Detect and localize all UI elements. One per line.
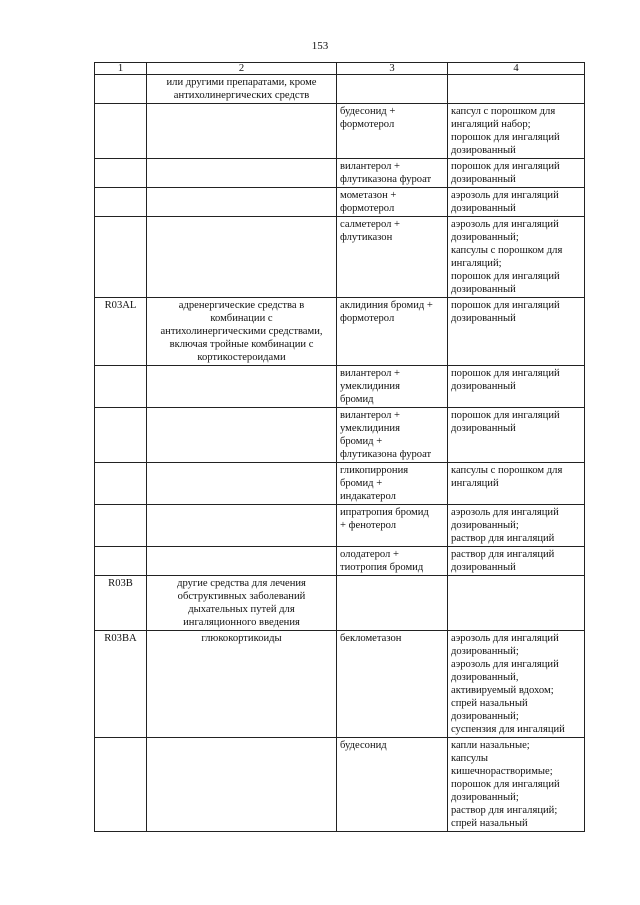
group-name-cell xyxy=(147,505,337,547)
drug-name-cell xyxy=(337,217,448,298)
cell-text-line: капсулы с порошком для xyxy=(451,465,563,476)
cell-text-line: аэрозоль для ингаляций xyxy=(451,190,559,201)
drug-table xyxy=(94,62,585,832)
dosage-form-cell xyxy=(448,408,585,463)
cell-text-line: аэрозоль для ингаляций xyxy=(451,507,559,518)
cell-text-line: ингаляций xyxy=(451,478,499,489)
cell-text-line: антихолинергических средств xyxy=(173,90,310,101)
table-row xyxy=(95,104,585,159)
cell-text-line: капсулы с порошком для xyxy=(451,245,563,256)
cell-text-line: аэрозоль для ингаляций xyxy=(451,219,559,230)
cell-text-line: будесонид + xyxy=(340,106,396,117)
cell-text-line: дозированный xyxy=(451,381,516,392)
cell-text-line: гликопиррония xyxy=(340,465,409,476)
cell-text-line: капли назальные; xyxy=(451,740,530,751)
cell-text-line: флутиказон xyxy=(340,232,393,243)
atc-code-cell xyxy=(95,159,147,188)
table-body xyxy=(95,75,585,832)
drug-name-cell xyxy=(337,547,448,576)
cell-text-line: спрей назальный xyxy=(451,698,528,709)
cell-text-line: комбинации с xyxy=(210,313,273,324)
group-name-cell xyxy=(147,298,337,366)
cell-text-line: дозированный xyxy=(451,562,516,573)
group-name-cell xyxy=(147,188,337,217)
cell-text-line: порошок для ингаляций xyxy=(451,300,560,311)
group-name-cell xyxy=(147,547,337,576)
cell-text-line: дозированный xyxy=(451,203,516,214)
cell-text-line: дозированный; xyxy=(451,520,519,531)
cell-text-line: флутиказона фуроат xyxy=(340,174,432,185)
cell-text-line: аэрозоль для ингаляций xyxy=(451,659,559,670)
cell-text-line: тиотропия бромид xyxy=(340,562,424,573)
cell-text-line: обструктивных заболеваний xyxy=(177,591,306,602)
cell-text-line: дыхательных путей для xyxy=(188,604,295,615)
cell-text-line: включая тройные комбинации с xyxy=(169,339,314,350)
cell-text-line: дозированный; xyxy=(451,646,519,657)
page-number: 153 xyxy=(311,40,329,52)
drug-name-cell xyxy=(337,366,448,408)
dosage-form-cell xyxy=(448,576,585,631)
cell-text-line: кишечнорастворимые; xyxy=(451,766,553,777)
cell-text-line: аклидиния бромид + xyxy=(340,300,433,311)
atc-code-cell xyxy=(95,505,147,547)
dosage-form-cell xyxy=(448,463,585,505)
cell-text-line: спрей назальный xyxy=(451,818,528,829)
cell-text-line: активируемый вдохом; xyxy=(451,685,554,696)
cell-text-line: адренергические средства в xyxy=(178,300,305,311)
cell-text-line: порошок для ингаляций xyxy=(451,779,560,790)
cell-text-line: ингаляций; xyxy=(451,258,502,269)
table-row xyxy=(95,75,585,104)
table-row xyxy=(95,631,585,738)
atc-code-cell xyxy=(95,217,147,298)
table-row xyxy=(95,159,585,188)
cell-text-line: раствор для ингаляций xyxy=(451,533,555,544)
dosage-form-cell xyxy=(448,547,585,576)
atc-code-cell: R03BA xyxy=(95,631,147,738)
cell-text-line: дозированный; xyxy=(451,711,519,722)
cell-text-line: умеклидиния xyxy=(340,423,400,434)
cell-text-line: дозированный xyxy=(451,284,516,295)
cell-text-line: ипратропия бромид xyxy=(340,507,429,518)
cell-text-line: дозированный; xyxy=(451,792,519,803)
table-row xyxy=(95,576,585,631)
group-name-cell xyxy=(147,75,337,104)
cell-text-line: формотерол xyxy=(340,203,395,214)
cell-text-line: аэрозоль для ингаляций xyxy=(451,633,559,644)
dosage-form-cell xyxy=(448,505,585,547)
atc-code-cell xyxy=(95,463,147,505)
cell-text-line: ингаляционного введения xyxy=(183,617,300,628)
group-name-cell xyxy=(147,631,337,738)
drug-name-cell xyxy=(337,75,448,104)
cell-text-line: кортикостероидами xyxy=(197,352,286,363)
cell-text-line: олодатерол + xyxy=(340,549,399,560)
atc-code-cell xyxy=(95,366,147,408)
table-row xyxy=(95,188,585,217)
cell-text-line: беклометазон xyxy=(340,633,402,644)
cell-text-line: капсул с порошком для xyxy=(451,106,556,117)
group-name-cell xyxy=(147,366,337,408)
dosage-form-cell xyxy=(448,188,585,217)
cell-text-line: дозированный xyxy=(451,313,516,324)
cell-text-line: порошок для ингаляций xyxy=(451,161,560,172)
drug-name-cell xyxy=(337,159,448,188)
cell-text-line: вилантерол + xyxy=(340,410,401,421)
dosage-form-cell xyxy=(448,298,585,366)
table-row xyxy=(95,298,585,366)
table-row xyxy=(95,408,585,463)
cell-text-line: дозированный; xyxy=(451,232,519,243)
cell-text-line: индакатерол xyxy=(340,491,396,502)
cell-text-line: дозированный xyxy=(451,423,516,434)
group-name-cell xyxy=(147,463,337,505)
cell-text-line: или другими препаратами, кроме xyxy=(166,77,317,88)
cell-text-line: глюкокортикоиды xyxy=(201,633,282,644)
dosage-form-cell xyxy=(448,75,585,104)
cell-text-line: раствор для ингаляций xyxy=(451,549,555,560)
cell-text-line: ингаляций набор; xyxy=(451,119,531,130)
atc-code-cell xyxy=(95,547,147,576)
column-header-4: 4 xyxy=(448,63,585,75)
column-header-3: 3 xyxy=(337,63,448,75)
cell-text-line: формотерол xyxy=(340,119,395,130)
table-row xyxy=(95,738,585,832)
table-row xyxy=(95,463,585,505)
cell-text-line: бромид + xyxy=(340,436,383,447)
cell-text-line: порошок для ингаляций xyxy=(451,271,560,282)
drug-name-cell xyxy=(337,188,448,217)
cell-text-line: формотерол xyxy=(340,313,395,324)
drug-name-cell xyxy=(337,631,448,738)
drug-name-cell xyxy=(337,505,448,547)
table-row xyxy=(95,505,585,547)
group-name-cell xyxy=(147,217,337,298)
atc-code-cell xyxy=(95,104,147,159)
atc-code-cell: R03B xyxy=(95,576,147,631)
cell-text-line: салметерол + xyxy=(340,219,401,230)
drug-name-cell xyxy=(337,463,448,505)
dosage-form-cell xyxy=(448,159,585,188)
cell-text-line: дозированный xyxy=(451,174,516,185)
cell-text-line: порошок для ингаляций xyxy=(451,368,560,379)
atc-code-cell xyxy=(95,408,147,463)
group-name-cell xyxy=(147,576,337,631)
drug-name-cell xyxy=(337,408,448,463)
drug-name-cell xyxy=(337,104,448,159)
cell-text-line: антихолинергическими средствами, xyxy=(160,326,323,337)
drug-name-cell xyxy=(337,738,448,832)
dosage-form-cell xyxy=(448,217,585,298)
cell-text-line: будесонид xyxy=(340,740,387,751)
cell-text-line: порошок для ингаляций xyxy=(451,132,560,143)
atc-code-cell: R03AL xyxy=(95,298,147,366)
atc-code-cell xyxy=(95,738,147,832)
cell-text-line: капсулы xyxy=(451,753,489,764)
table-row xyxy=(95,217,585,298)
cell-text-line: + фенотерол xyxy=(340,520,397,531)
group-name-cell xyxy=(147,408,337,463)
column-header-1: 1 xyxy=(95,63,147,75)
drug-name-cell xyxy=(337,298,448,366)
table-row xyxy=(95,366,585,408)
cell-text-line: вилантерол + xyxy=(340,368,401,379)
cell-text-line: бромид + xyxy=(340,478,383,489)
group-name-cell xyxy=(147,738,337,832)
cell-text-line: раствор для ингаляций; xyxy=(451,805,558,816)
cell-text-line: дозированный, xyxy=(451,672,519,683)
cell-text-line: порошок для ингаляций xyxy=(451,410,560,421)
dosage-form-cell xyxy=(448,366,585,408)
table-header-row xyxy=(95,63,585,75)
cell-text-line: мометазон + xyxy=(340,190,397,201)
cell-text-line: бромид xyxy=(340,394,374,405)
dosage-form-cell xyxy=(448,104,585,159)
cell-text-line: умеклидиния xyxy=(340,381,400,392)
dosage-form-cell xyxy=(448,631,585,738)
drug-name-cell xyxy=(337,576,448,631)
atc-code-cell xyxy=(95,75,147,104)
table-row xyxy=(95,547,585,576)
atc-code-cell xyxy=(95,188,147,217)
column-header-2: 2 xyxy=(147,63,337,75)
group-name-cell xyxy=(147,159,337,188)
cell-text-line: дозированный xyxy=(451,145,516,156)
cell-text-line: вилантерол + xyxy=(340,161,401,172)
cell-text-line: флутиказона фуроат xyxy=(340,449,432,460)
cell-text-line: другие средства для лечения xyxy=(177,578,306,589)
cell-text-line: суспензия для ингаляций xyxy=(451,724,565,735)
group-name-cell xyxy=(147,104,337,159)
dosage-form-cell xyxy=(448,738,585,832)
